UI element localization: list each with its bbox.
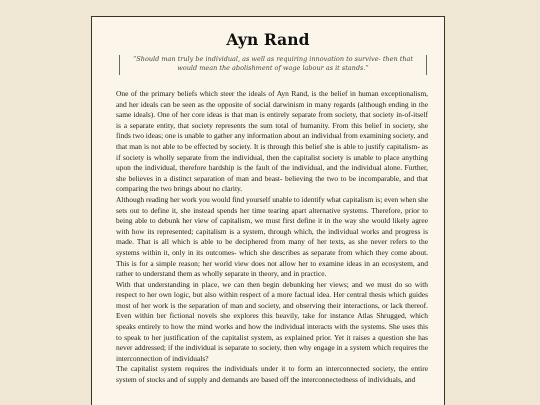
article-page: [91, 16, 445, 405]
body-paragraph-1: One of the primary beliefs which steer the ideals of Ayn Rand, is the belief in human exceptionalism, and her ideals can be seen as the opposite of social darwinism in many regards (although ending in the same ideals). One of her core ideas is that man is entirely separate from society, that society in-of-itself is a separate entity, that society represents the sum total of humanity. From this belief in society, she finds two ideas; one is unable to gather any information about an individual from examining society, and that man is not able to be effected by society. It is through this belief she is able to justify capitalism- as if society is wholly separate from the individual, then the capitalist society is unable to place anything upon the individual, therefore hardship is the fault of the individual, and the individual alone. Further, she believes in a distinct separation of man and beast- believing the two to be incomparable, and that comparing the two brings about no clarity.: [116, 89, 428, 194]
body-paragraph-4: The capitalist system requires the individuals under it to form an interconnected society, the entire system of stocks and of supply and demands are based off the interconnectedness of individuals, and: [116, 364, 428, 385]
article-title: Ayn Rand: [226, 30, 310, 49]
article-body: [116, 89, 428, 386]
body-paragraph-3: With that understanding in place, we can then begin debunking her views; and we must do so with respect to her own logic, but also within respect of a more factual idea. Her central thesis which guides most of her work is the separation of man and society, and observing their interactions, or lack thereof. Even within her fictional novels she explores this heavily, take for instance Atlas Shrugged, which speaks entirely to how the mind works and how the individual interacts with the systems. She uses this to speak to her justification of the capitalist system, as explained prior. Yet it raises a question she has never addressed; if the individual is separate to society, then why engage in a system which requires the interconnection of individuals?: [116, 279, 428, 363]
body-paragraph-2: Although reading her work you would find yourself unable to identify what capitalism is; even when she sets out to define it, she instead spends her time tearing apart alternative systems. Therefore, prior to being able to debunk her view of capitalism, we must first define it in the way she would likely agree with how its represented; capitalism is a system, through which, the individual works and progress is made. That is all which is able to be deciphered from many of her texts, as she never refers to the systems within it, only in its outcomes- which she describes as separate from which they come about. This is for a simple reason; her world view does not allow her to examine ideas in an ecosystem, and rather to understand them as wholly separate in theory, and in practice.: [116, 194, 428, 279]
epigraph-quote: “Should man truly be individual, as well as requiring innovation to survive- then that would mean the abolishment of wage labour as it stands.”: [119, 55, 427, 75]
